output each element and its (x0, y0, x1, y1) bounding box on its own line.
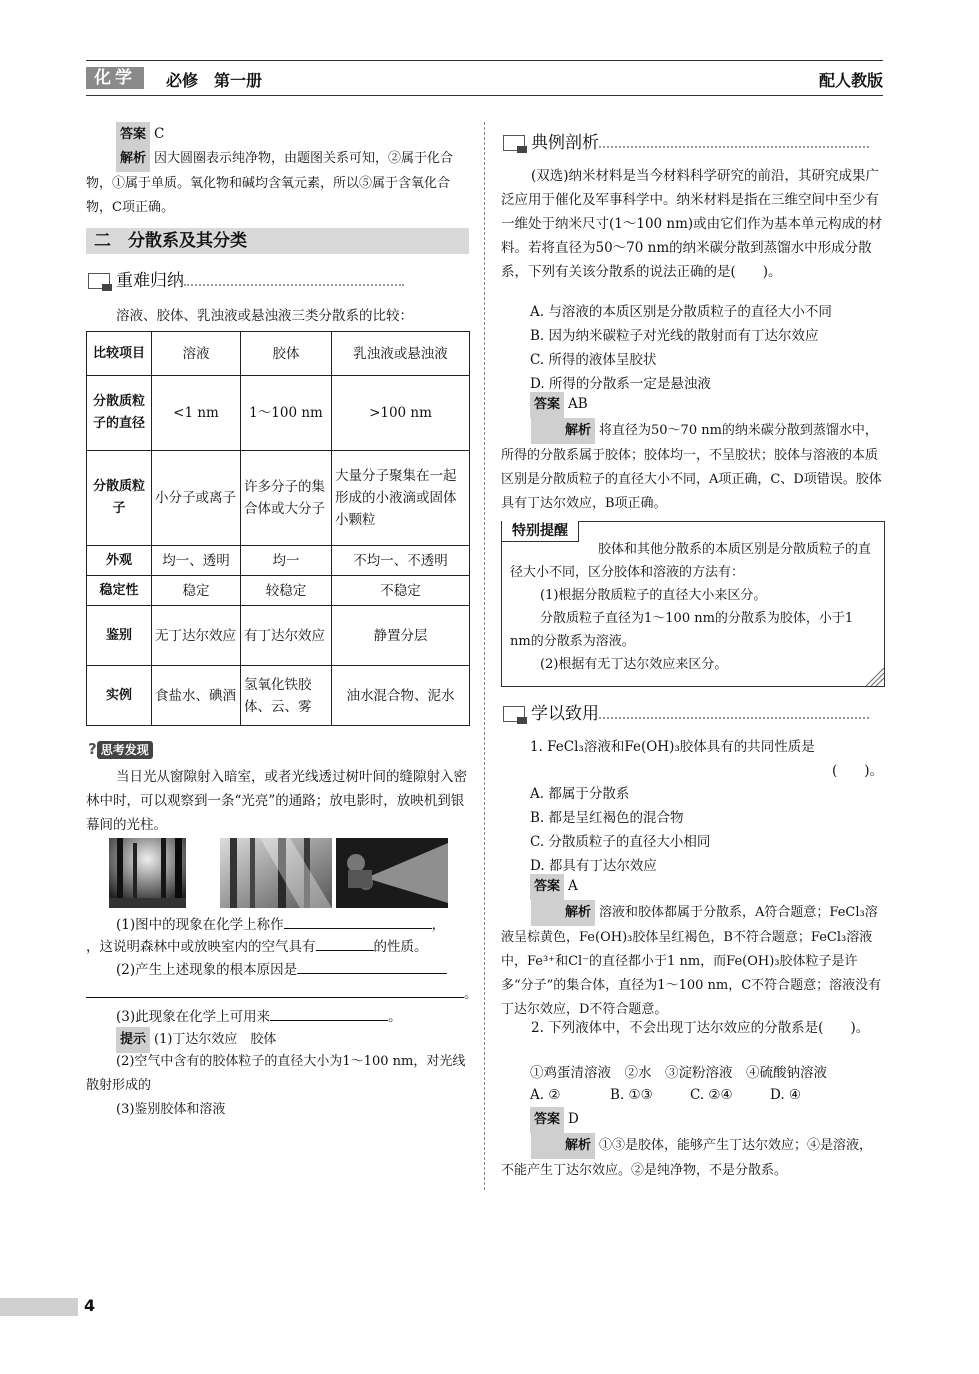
answer-line (116, 122, 164, 148)
subhead-label: 重难归纳 (116, 271, 184, 291)
table-cell: 油水混合物、泥水 (332, 666, 470, 726)
table-cell: >100 nm (332, 376, 470, 451)
answer-blank[interactable] (284, 914, 432, 929)
table-cell: 1～100 nm (241, 376, 332, 451)
table-row (87, 576, 470, 606)
q1a-comma: ， (431, 917, 446, 933)
table-cell: 较稳定 (241, 576, 332, 606)
table-cell: 许多分子的集合体或大分子 (241, 451, 332, 546)
table-header-cell: 乳浊液或悬浊液 (332, 332, 470, 376)
analysis-tag: 解析 (116, 146, 150, 172)
answer-blank[interactable] (86, 983, 464, 998)
q2-answer: D (568, 1111, 579, 1127)
q1b-text: ，这说明森林中或放映室内的空气具有 (86, 939, 316, 955)
table-header-cell: 比较项目 (87, 332, 152, 376)
tip-body (510, 538, 876, 676)
think-label (88, 740, 153, 760)
answer-tag: 答案 (530, 392, 564, 418)
option-d: D. ④ (770, 1087, 802, 1103)
q1-answer: A (568, 878, 578, 894)
q1-paren: ( )。 (832, 763, 884, 779)
table-cell: 有丁达尔效应 (241, 606, 332, 666)
comparison-table (86, 331, 470, 726)
table-cell: 无丁达尔效应 (152, 606, 241, 666)
table-cell: 均一、透明 (152, 546, 241, 576)
q2-items: ①鸡蛋清溶液 ②水 ③淀粉溶液 ④硫酸钠溶液 (530, 1065, 827, 1081)
table-row (87, 376, 470, 451)
q2-stem: 2. 下列液体中，不会出现丁达尔效应的分散系是( )。 (531, 1020, 870, 1036)
option-b: B. ①③ (610, 1087, 653, 1103)
tip-line: 分散质粒子直径为1～100 nm的分散系为胶体，小于1 nm的分散系为溶液。 (510, 611, 854, 649)
book-title: 必修 第一册 (166, 71, 263, 90)
subhead-label: 学以致用 (531, 704, 599, 724)
answer-blank[interactable] (297, 959, 447, 974)
page-number-bar (0, 1298, 78, 1316)
answer-value: AB (568, 396, 588, 412)
table-cell: 不均一、不透明 (332, 546, 470, 576)
page-header (86, 60, 883, 96)
option-a: A. 都属于分散系 (530, 786, 630, 802)
analysis-tag: 解析 (531, 900, 595, 926)
option-c: C. 所得的液体呈胶状 (530, 352, 657, 368)
question-1b (86, 935, 428, 959)
example-options (530, 300, 832, 396)
table-cell: 大量分子聚集在一起形成的小液滴或固体小颗粒 (332, 451, 470, 546)
think-paragraph: 当日光从窗隙射入暗室，或者光线透过树叶间的缝隙射入密林中时，可以观察到一条“光亮”的通路；放电影时，放映机到银幕间的光柱。 (86, 769, 467, 833)
hint-tag: 提示 (116, 1027, 150, 1053)
option-c: C. ②④ (690, 1087, 733, 1103)
answer-tag: 答案 (530, 874, 564, 900)
question-1a (116, 913, 445, 937)
q1-options (530, 782, 710, 878)
question-2 (116, 958, 447, 982)
table-cell: 氢氧化铁胶体、云、雾 (241, 666, 332, 726)
table-cell: 分散质粒子的直径 (87, 376, 152, 451)
table-row (87, 546, 470, 576)
tip-label: 特别提醒 (502, 521, 579, 542)
option-d: D. 都具有丁达尔效应 (530, 858, 657, 874)
hint-2: (2)空气中含有的胶体粒子的直径大小为1～100 nm，对光线散射形成的 (86, 1054, 466, 1093)
table-cell: 稳定性 (87, 576, 152, 606)
analysis-tag: 解析 (531, 1133, 595, 1159)
projector-beam-photo (336, 838, 448, 908)
forest-light-photo (109, 838, 186, 908)
column-divider (484, 122, 485, 1190)
answer-tag: 答案 (116, 122, 150, 148)
think-badge: 思考发现 (97, 741, 153, 759)
answer-blank[interactable] (316, 936, 374, 951)
analysis-paragraph (86, 146, 469, 220)
subhead-apply (503, 703, 869, 725)
q1c-text: 的性质。 (373, 939, 428, 955)
section-title: 二 分散系及其分类 (86, 228, 469, 254)
example-paragraph: (双选)纳米材料是当今材料科学研究的前沿，其研究成果广泛应用于催化及军事科学中。纳米材料是指在三维空间中至少有一维处于纳米尺寸(1～100 nm)或由它们作为基本单元构成的材料。若将直径为50～70 nm的纳米碳分散到蒸馏水中形成分散系，下列有关该分散系的说法正确的是( )。 (501, 168, 883, 280)
table-cell: 分散质粒子 (87, 451, 152, 546)
table-cell: <1 nm (152, 376, 241, 451)
forest-beams-photo (220, 838, 332, 908)
table-cell: 食盐水、碘酒 (152, 666, 241, 726)
hint-1: (1)丁达尔效应 胶体 (154, 1032, 277, 1047)
option-d: D. 所得的分散系一定是悬浊液 (530, 376, 711, 392)
dotted-rule (599, 138, 869, 148)
page-number: 4 (84, 1296, 96, 1315)
box-icon (503, 706, 525, 722)
option-b: B. 因为纳米碳粒子对光线的散射而有丁达尔效应 (530, 328, 819, 344)
table-cell: 鉴别 (87, 606, 152, 666)
corner-fold-icon (862, 664, 884, 686)
example-answer (530, 392, 588, 418)
q1-stem: 1. FeCl₃溶液和Fe(OH)₃胶体具有的共同性质是 (530, 739, 815, 755)
q2-options (530, 1083, 860, 1107)
option-a: A. ② (530, 1087, 561, 1103)
table-cell: 静置分层 (332, 606, 470, 666)
answer-value: C (154, 126, 165, 142)
q1-analysis-text: 溶液和胶体都属于分散系，A符合题意；FeCl₃溶液呈棕黄色，Fe(OH)₃胶体呈红褐色，B不符合题意；FeCl₃溶液中，Fe³⁺和Cl⁻的直径都小于1 nm，而Fe(OH)₃胶体粒子是许多“分子”的集合体，直径为1～100 nm，C不符合题意；溶液没有丁达尔效应，D不符合题意。 (501, 905, 882, 1017)
q1-analysis (501, 900, 884, 1022)
q2-answer-line (530, 1107, 579, 1133)
question-mark-icon: ? (88, 740, 97, 758)
tip-line: (2)根据有无丁达尔效应来区分。 (540, 657, 728, 672)
q2-period: 。 (464, 986, 478, 1002)
q1-answer-line (530, 874, 578, 900)
option-a: A. 与溶液的本质区别是分散质粒子的直径大小不同 (530, 304, 832, 320)
table-cell: 稳定 (152, 576, 241, 606)
question-3 (116, 1005, 402, 1029)
q2-analysis-text: ①③是胶体，能够产生丁达尔效应；④是溶液，不能产生丁达尔效应。②是纯净物，不是分散系。 (501, 1138, 873, 1178)
table-intro: 溶液、胶体、乳浊液或悬浊液三类分散系的比较： (116, 308, 413, 324)
option-b: B. 都是呈红褐色的混合物 (530, 810, 684, 826)
q3-text: (3)此现象在化学上可用来 (116, 1009, 271, 1025)
q2-text: (2)产生上述现象的根本原因是 (116, 962, 298, 978)
table-row (87, 606, 470, 666)
example-analysis (501, 418, 884, 516)
analysis-text: 将直径为50～70 nm的纳米碳分散到蒸馏水中，所得的分散系属于胶体；胶体均一，不呈胶状；胶体与溶液的本质区别是分散质粒子的直径大小不同，A项正确，C、D项错误。胶体具有丁达尔效应，B项正确。 (501, 423, 882, 511)
table-header-cell: 胶体 (241, 332, 332, 376)
table-header-cell: 溶液 (152, 332, 241, 376)
tip-line: (1)根据分散质粒子的直径大小来区分。 (540, 588, 767, 603)
table-row (87, 666, 470, 726)
answer-tag: 答案 (530, 1107, 564, 1133)
edition-label: 配人教版 (818, 71, 883, 90)
q1a-text: (1)图中的现象在化学上称作 (116, 917, 284, 933)
analysis-text: 因大圆圈表示纯净物，由题图关系可知，②属于化合物，①属于单质。氧化物和碱均含氧元素，所以⑤属于含氧化合物，C项正确。 (86, 151, 454, 215)
q3-period: 。 (388, 1009, 402, 1025)
subhead-label: 典例剖析 (531, 133, 599, 153)
box-icon (503, 135, 525, 151)
hint-3: (3)鉴别胶体和溶液 (116, 1102, 226, 1117)
answer-blank[interactable] (270, 1006, 388, 1021)
table-cell: 均一 (241, 546, 332, 576)
table-header-row (87, 332, 470, 376)
q2-analysis (501, 1133, 884, 1183)
special-tip-box (501, 521, 885, 687)
option-c: C. 分散质粒子的直径大小相同 (530, 834, 711, 850)
question-2-cont (86, 982, 478, 1006)
analysis-tag: 解析 (531, 418, 595, 444)
box-icon (88, 273, 110, 289)
tip-line: 胶体和其他分散系的本质区别是分散质粒子的直径大小不同，区分胶体和溶液的方法有： (510, 542, 872, 580)
subhead-key-points (88, 270, 404, 292)
dotted-rule (184, 276, 404, 286)
dotted-rule (599, 709, 869, 719)
table-cell: 实例 (87, 666, 152, 726)
subhead-example (503, 132, 869, 154)
table-row (87, 451, 470, 546)
subject-badge: 化学 (86, 67, 144, 89)
table-cell: 不稳定 (332, 576, 470, 606)
table-cell: 外观 (87, 546, 152, 576)
table-cell: 小分子或离子 (152, 451, 241, 546)
